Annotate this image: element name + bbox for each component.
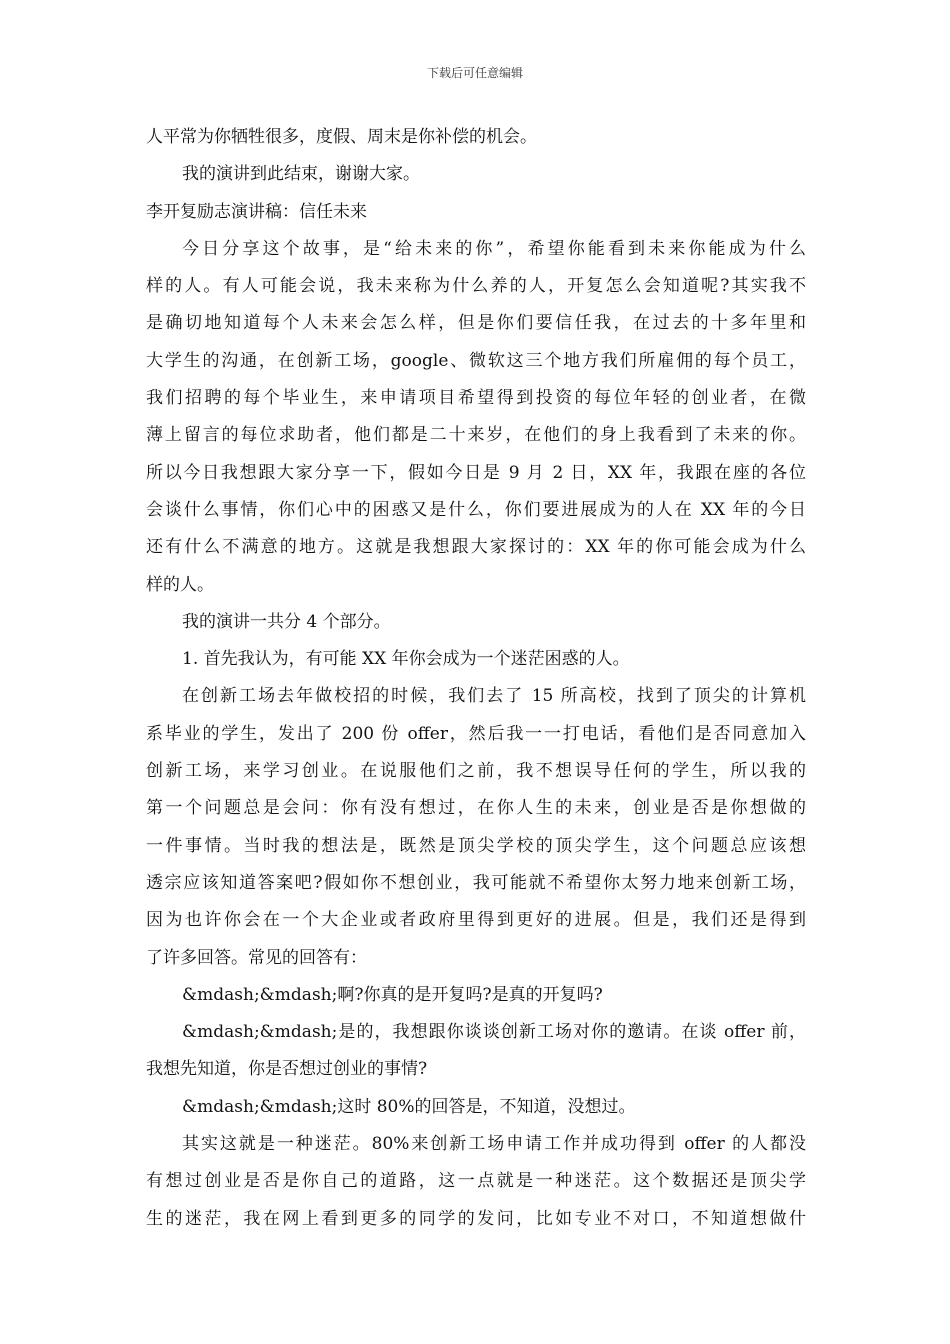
text-line: 其实这就是一种迷茫。80%来创新工场申请工作并成功得到 offer 的人都没: [182, 1134, 806, 1155]
text-line: 系毕业的学生，发出了 200 份 offer，然后我一一打电话，看他们是否同意加入: [146, 723, 806, 744]
text-line: 薄上留言的每位求助者，他们都是二十来岁，在他们的身上我看到了未来的你。: [146, 425, 806, 446]
text-line: 了许多回答。常见的回答有：: [146, 947, 367, 968]
text-line: &mdash;&mdash;啊?你真的是开复吗?是真的开复吗?: [182, 984, 603, 1005]
text-line: 创新工场，来学习创业。在说服他们之前，我不想误导任何的学生，所以我的: [146, 761, 806, 782]
text-line: 样的人。: [146, 574, 214, 595]
text-line: 因为也许你会在一个大企业或者政府里得到更好的进展。但是，我们还是得到: [146, 910, 806, 931]
page-header: 下载后可任意编辑: [426, 66, 523, 80]
text-line: 透宗应该知道答案吧?假如你不想创业，我可能就不希望你太努力地来创新工场，: [146, 872, 806, 893]
text-line: &mdash;&mdash;这时 80%的回答是，不知道，没想过。: [182, 1096, 636, 1117]
text-line: 今日分享这个故事，是“给未来的你”，希望你能看到未来你能成为什么: [182, 238, 806, 259]
text-line: 人平常为你牺牲很多，度假、周末是你补偿的机会。: [146, 127, 537, 147]
text-line: 我想先知道，你是否想过创业的事情?: [146, 1059, 428, 1080]
text-line: 生的迷茫，我在网上看到更多的同学的发问，比如专业不对口，不知道想做什: [146, 1208, 806, 1229]
text-line: 有想过创业是否是你自己的道路，这一点就是一种迷茫。这个数据还是顶尖学: [146, 1171, 806, 1192]
text-line: 我的演讲一共分 4 个部分。: [182, 611, 391, 632]
text-line: &mdash;&mdash;是的，我想跟你谈谈创新工场对你的邀请。在谈 offer 前，: [182, 1022, 806, 1043]
text-line: 一件事情。当时我的想法是，既然是顶尖学校的顶尖学生，这个问题总应该想: [146, 835, 806, 856]
text-line: 第一个问题总是会问：你有没有想过，在你人生的未来，创业是否是你想做的: [146, 798, 806, 819]
text-line: 在创新工场去年做校招的时候，我们去了 15 所高校，找到了顶尖的计算机: [182, 686, 806, 707]
text-line: 所以今日我想跟大家分享一下，假如今日是 9 月 2 日，XX 年，我跟在座的各位: [146, 462, 806, 483]
text-line: 还有什么不满意的地方。这就是我想跟大家探讨的：XX 年的你可能会成为什么: [146, 537, 806, 558]
text-line: 是确切地知道每个人未来会怎么样，但是你们要信任我，在过去的十多年里和: [146, 313, 806, 334]
text-line: 样的人。有人可能会说，我未来称为什么养的人，开复怎么会知道呢?其实我不: [146, 276, 806, 297]
text-line: 大学生的沟通，在创新工场，google、微软这三个地方我们所雇佣的每个员工，: [146, 350, 806, 371]
text-line: 会谈什么事情，你们心中的困惑又是什么，你们要进展成为的人在 XX 年的今日: [146, 499, 806, 520]
text-line: 李开复励志演讲稿：信任未来: [146, 201, 367, 222]
text-line: 我们招聘的每个毕业生，来申请项目希望得到投资的每位年轻的创业者，在微: [146, 388, 806, 409]
text-line: 1. 首先我认为，有可能 XX 年你会成为一个迷茫困惑的人。: [182, 649, 630, 670]
text-line: 我的演讲到此结束，谢谢大家。: [182, 164, 420, 185]
document-body: [146, 119, 806, 1238]
